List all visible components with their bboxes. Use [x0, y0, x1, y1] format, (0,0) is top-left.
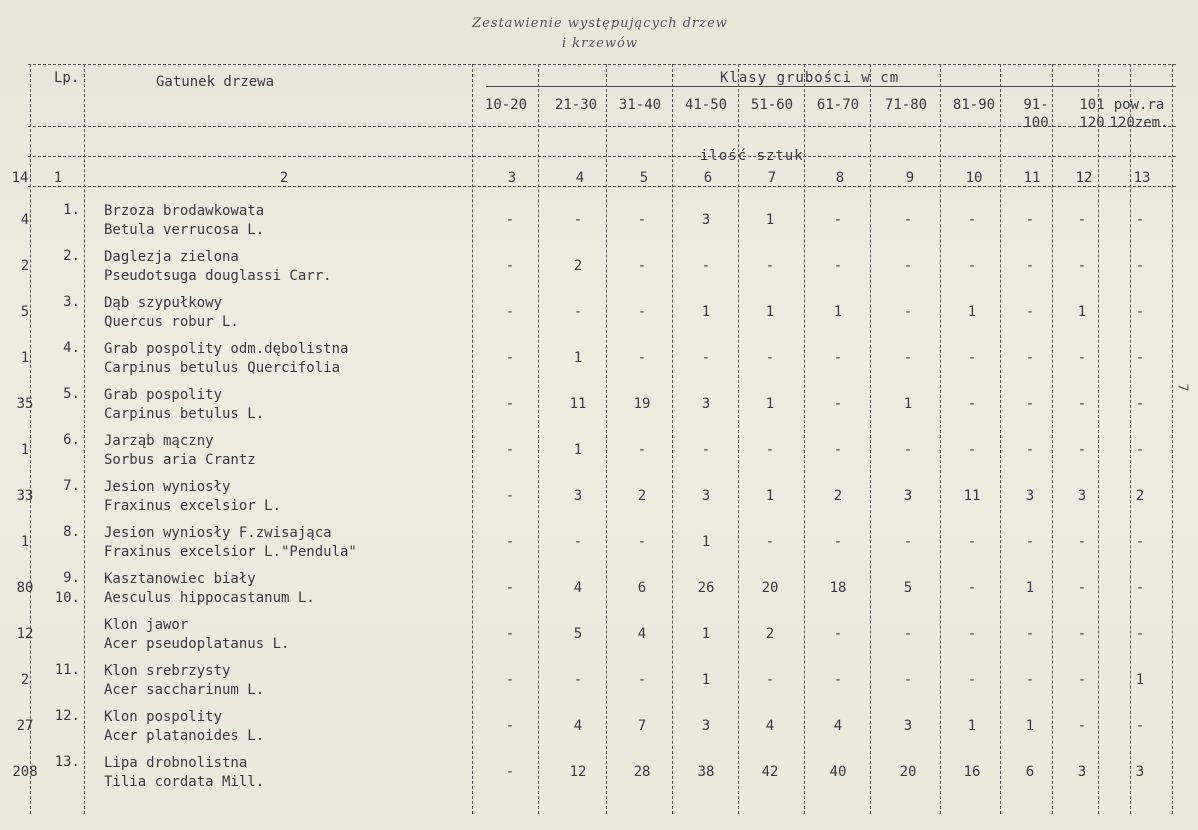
table-row: [0, 432, 1198, 478]
table-cell: -: [1025, 442, 1035, 458]
species-name: [104, 340, 348, 378]
grid-line-colnums: [28, 186, 1176, 187]
class-header-line: 31-40: [618, 97, 662, 113]
table-cell: 1: [967, 304, 977, 320]
table-cell: -: [505, 304, 515, 320]
table-cell: -: [637, 304, 647, 320]
table-cell: -: [505, 534, 515, 550]
species-name: [104, 294, 239, 332]
table-cell: -: [1077, 258, 1087, 274]
row-number-secondary: 10.: [54, 590, 80, 606]
table-cell: -: [505, 442, 515, 458]
class-header: [874, 96, 938, 114]
table-cell: 4: [573, 580, 583, 596]
page-number: 7: [1174, 383, 1190, 392]
document-title-line-2: i krzewów: [561, 36, 638, 51]
table-row: [0, 570, 1198, 616]
table-cell: 3: [1077, 488, 1087, 504]
table-cell: 1: [573, 350, 583, 366]
table-cell: -: [505, 488, 515, 504]
table-cell: -: [505, 350, 515, 366]
column-number: 10: [965, 170, 983, 186]
species-name: [104, 248, 332, 286]
species-latin-name: Carpinus betulus L.: [104, 406, 265, 422]
table-row: [0, 383, 1198, 432]
table-cell: -: [1077, 212, 1087, 228]
table-cell: 1: [20, 534, 30, 550]
row-number: 4.: [63, 340, 80, 356]
species-latin-name: Acer platanoides L.: [104, 728, 265, 744]
row-number: 13.: [54, 754, 80, 770]
table-cell: 27: [16, 718, 34, 734]
table-cell: 2: [20, 258, 30, 274]
row-number: 2.: [63, 248, 80, 264]
species-latin-name: Betula verrucosa L.: [104, 222, 265, 238]
table-cell: 3: [573, 488, 583, 504]
species-polish-name: Grab pospolity: [104, 387, 223, 403]
class-header-line: 91-: [1023, 97, 1049, 113]
species-name: [104, 478, 281, 516]
species-name: [104, 432, 256, 470]
table-cell: -: [1077, 580, 1087, 596]
header-classes-title: Klasy grubości w cm: [720, 70, 900, 86]
row-number: 9.: [63, 570, 80, 586]
class-header-line: 120: [1079, 115, 1105, 131]
species-polish-name: Klon srebrzysty: [104, 663, 231, 679]
table-cell: -: [1025, 396, 1035, 412]
table-cell: -: [833, 672, 843, 688]
table-cell: 5: [903, 580, 913, 596]
header-lp: Lp.: [54, 70, 80, 86]
class-header-line: 120zem.: [1109, 115, 1169, 131]
table-cell: -: [903, 672, 913, 688]
table-cell: 4: [20, 212, 30, 228]
table-cell: -: [1077, 626, 1087, 642]
table-cell: -: [1077, 350, 1087, 366]
table-cell: -: [1025, 212, 1035, 228]
table-cell: 1: [701, 626, 711, 642]
table-cell: 3: [701, 488, 711, 504]
table-cell: -: [1077, 442, 1087, 458]
class-header: [740, 96, 804, 114]
species-latin-name: Sorbus aria Crantz: [104, 452, 256, 468]
table-cell: -: [637, 350, 647, 366]
table-cell: -: [637, 442, 647, 458]
row-number: 8.: [63, 524, 80, 540]
table-cell: -: [1025, 350, 1035, 366]
table-cell: 12: [16, 626, 34, 642]
row-number: 11.: [54, 662, 80, 678]
table-cell: -: [903, 626, 913, 642]
species-latin-name: Acer pseudoplatanus L.: [104, 636, 290, 652]
species-name: [104, 202, 264, 240]
row-number: 7.: [63, 478, 80, 494]
table-cell: 2: [1135, 488, 1145, 504]
table-cell: -: [701, 258, 711, 274]
table-cell: -: [573, 212, 583, 228]
species-latin-name: Carpinus betulus Quercifolia: [104, 360, 341, 376]
table-cell: 80: [16, 580, 34, 596]
table-cell: -: [1077, 718, 1087, 734]
table-cell: -: [833, 396, 843, 412]
table-cell: 20: [899, 764, 917, 780]
table-cell: 4: [833, 718, 843, 734]
column-number: 13: [1133, 170, 1151, 186]
table-cell: -: [765, 442, 775, 458]
table-cell: 33: [16, 488, 34, 504]
table-cell: -: [967, 396, 977, 412]
column-number: 2: [279, 170, 289, 186]
table-cell: -: [1135, 718, 1145, 734]
table-cell: -: [903, 304, 913, 320]
row-number: 12.: [54, 708, 80, 724]
class-header: [1004, 96, 1068, 132]
class-header-line: 51-60: [750, 97, 794, 113]
table-cell: 1: [573, 442, 583, 458]
table-cell: 16: [963, 764, 981, 780]
table-row: [0, 294, 1198, 340]
table-cell: -: [505, 580, 515, 596]
table-cell: 1: [1025, 580, 1035, 596]
table-cell: -: [833, 534, 843, 550]
table-cell: 3: [1077, 764, 1087, 780]
species-latin-name: Fraxinus excelsior L."Pendula": [104, 544, 357, 560]
column-number: 6: [703, 170, 713, 186]
table-cell: 1: [701, 672, 711, 688]
table-row: [0, 524, 1198, 570]
table-cell: 1: [765, 304, 775, 320]
table-cell: -: [903, 258, 913, 274]
table-cell: 5: [20, 304, 30, 320]
table-cell: -: [505, 626, 515, 642]
table-cell: -: [833, 212, 843, 228]
table-cell: -: [903, 442, 913, 458]
table-cell: 4: [637, 626, 647, 642]
table-cell: -: [765, 672, 775, 688]
table-cell: 1: [701, 304, 711, 320]
species-latin-name: Fraxinus excelsior L.: [104, 498, 282, 514]
table-cell: -: [765, 534, 775, 550]
table-row: [0, 248, 1198, 294]
table-cell: -: [1135, 626, 1145, 642]
table-cell: -: [967, 626, 977, 642]
table-cell: -: [1025, 672, 1035, 688]
species-name: [104, 524, 357, 562]
table-cell: 42: [761, 764, 779, 780]
table-cell: 3: [701, 718, 711, 734]
table-cell: -: [967, 258, 977, 274]
class-header-line: 41-50: [684, 97, 728, 113]
table-cell: 4: [573, 718, 583, 734]
table-cell: -: [1025, 304, 1035, 320]
table-cell: 1: [1077, 304, 1087, 320]
class-header-line: 10-20: [484, 97, 528, 113]
table-cell: 3: [701, 396, 711, 412]
table-cell: 19: [633, 396, 651, 412]
class-header: [1104, 96, 1174, 132]
table-cell: -: [637, 672, 647, 688]
table-row: [0, 340, 1198, 386]
table-cell: -: [701, 350, 711, 366]
species-name: [104, 662, 264, 700]
table-cell: -: [967, 580, 977, 596]
species-latin-name: Tilia cordata Mill.: [104, 774, 265, 790]
class-header: [474, 96, 538, 114]
table-cell: -: [505, 212, 515, 228]
table-cell: -: [505, 672, 515, 688]
table-cell: 2: [573, 258, 583, 274]
species-name: [104, 386, 264, 424]
grid-line-top: [28, 64, 1176, 65]
column-number: 5: [639, 170, 649, 186]
table-cell: 7: [637, 718, 647, 734]
species-name: [104, 754, 264, 792]
table-cell: 3: [701, 212, 711, 228]
table-cell: 26: [697, 580, 715, 596]
species-latin-name: Acer saccharinum L.: [104, 682, 265, 698]
species-polish-name: Klon pospolity: [104, 709, 223, 725]
column-number: 9: [905, 170, 915, 186]
table-cell: -: [1077, 534, 1087, 550]
table-cell: 1: [20, 442, 30, 458]
table-cell: -: [637, 534, 647, 550]
table-cell: 2: [637, 488, 647, 504]
table-cell: -: [505, 718, 515, 734]
table-cell: -: [573, 672, 583, 688]
column-number: 1: [53, 170, 63, 186]
table-cell: 1: [765, 488, 775, 504]
document-title-line-1: Zestawienie występujących drzew: [472, 16, 728, 31]
column-number: 14: [11, 170, 29, 186]
class-header-line: 81-90: [952, 97, 996, 113]
table-cell: -: [701, 442, 711, 458]
table-cell: -: [833, 258, 843, 274]
column-number: 7: [767, 170, 777, 186]
table-cell: 1: [765, 212, 775, 228]
table-cell: 1: [1135, 672, 1145, 688]
class-header: [674, 96, 738, 114]
table-cell: 1: [833, 304, 843, 320]
table-cell: -: [637, 258, 647, 274]
table-row: [0, 754, 1198, 800]
species-polish-name: Dąb szypułkowy: [104, 295, 223, 311]
table-cell: 4: [765, 718, 775, 734]
species-latin-name: Pseudotsuga douglassi Carr.: [104, 268, 332, 284]
species-polish-name: Jarząb mączny: [104, 433, 214, 449]
table-cell: 11: [963, 488, 981, 504]
table-cell: 11: [569, 396, 587, 412]
table-cell: -: [833, 626, 843, 642]
table-cell: 20: [761, 580, 779, 596]
table-cell: -: [1135, 580, 1145, 596]
table-cell: 5: [573, 626, 583, 642]
table-cell: -: [967, 442, 977, 458]
species-latin-name: Quercus robur L.: [104, 314, 239, 330]
row-number: 1.: [63, 202, 80, 218]
table-cell: 38: [697, 764, 715, 780]
species-name: [104, 708, 264, 746]
table-row: [0, 202, 1198, 248]
table-cell: 1: [967, 718, 977, 734]
table-row: [0, 478, 1198, 524]
table-cell: -: [1135, 396, 1145, 412]
row-number: 5.: [63, 386, 80, 402]
species-polish-name: Jesion wyniosły F.zwisająca: [104, 525, 332, 541]
column-number: 8: [835, 170, 845, 186]
table-cell: -: [1135, 350, 1145, 366]
table-cell: 12: [569, 764, 587, 780]
class-header-line: 61-70: [816, 97, 860, 113]
row-number: 6.: [63, 432, 80, 448]
table-cell: 6: [637, 580, 647, 596]
table-cell: -: [1135, 304, 1145, 320]
table-cell: 1: [903, 396, 913, 412]
species-name: [104, 570, 315, 608]
table-cell: 208: [12, 764, 38, 780]
table-cell: -: [765, 350, 775, 366]
table-cell: 2: [20, 672, 30, 688]
table-cell: 3: [903, 718, 913, 734]
class-header-line: 21-30: [554, 97, 598, 113]
column-number: 3: [507, 170, 517, 186]
column-number: 11: [1023, 170, 1041, 186]
table-cell: 3: [1025, 488, 1035, 504]
class-header-line: pow.ra: [1113, 97, 1165, 113]
table-cell: -: [1077, 396, 1087, 412]
class-header-line: 101: [1079, 97, 1105, 113]
table-cell: -: [637, 212, 647, 228]
table-row: [0, 616, 1198, 662]
table-cell: 28: [633, 764, 651, 780]
species-polish-name: Grab pospolity odm.dębolistna: [104, 341, 349, 357]
table-cell: -: [903, 350, 913, 366]
table-cell: -: [967, 350, 977, 366]
table-cell: 3: [903, 488, 913, 504]
table-cell: 2: [833, 488, 843, 504]
grid-line-count: [28, 156, 1176, 157]
table-cell: 1: [701, 534, 711, 550]
row-number: 3.: [63, 294, 80, 310]
table-cell: 1: [1025, 718, 1035, 734]
table-cell: 40: [829, 764, 847, 780]
table-cell: 35: [16, 396, 34, 412]
table-cell: -: [1135, 534, 1145, 550]
species-name: [104, 616, 289, 654]
table-cell: -: [505, 258, 515, 274]
class-header-line: 71-80: [884, 97, 928, 113]
table-cell: -: [833, 442, 843, 458]
table-cell: -: [967, 212, 977, 228]
table-cell: -: [573, 304, 583, 320]
class-header: [942, 96, 1006, 114]
table-cell: -: [1135, 212, 1145, 228]
table-cell: -: [833, 350, 843, 366]
class-header-line: 100: [1023, 115, 1049, 131]
table-cell: 18: [829, 580, 847, 596]
header-count-label: ilość sztuk: [700, 148, 804, 164]
table-cell: -: [505, 764, 515, 780]
species-polish-name: Lipa drobnolistna: [104, 755, 248, 771]
table-cell: 6: [1025, 764, 1035, 780]
table-cell: -: [1025, 258, 1035, 274]
table-cell: -: [903, 212, 913, 228]
table-cell: -: [903, 534, 913, 550]
table-cell: -: [1135, 442, 1145, 458]
table-cell: -: [573, 534, 583, 550]
column-number: 4: [575, 170, 585, 186]
species-polish-name: Brzoza brodawkowata: [104, 203, 265, 219]
table-cell: -: [505, 396, 515, 412]
species-polish-name: Jesion wyniosły: [104, 479, 231, 495]
table-cell: -: [1025, 626, 1035, 642]
table-cell: 1: [20, 350, 30, 366]
table-cell: -: [1077, 672, 1087, 688]
table-cell: -: [1135, 258, 1145, 274]
species-latin-name: Aesculus hippocastanum L.: [104, 590, 315, 606]
grid-line-classes: [486, 86, 1176, 87]
table-cell: 2: [765, 626, 775, 642]
table-cell: -: [967, 672, 977, 688]
species-polish-name: Klon jawor: [104, 617, 189, 633]
class-header: [806, 96, 870, 114]
species-polish-name: Kasztanowiec biały: [104, 571, 256, 587]
class-header: [544, 96, 608, 114]
table-row: [0, 662, 1198, 708]
header-species: Gatunek drzewa: [156, 74, 275, 90]
column-number: 12: [1075, 170, 1093, 186]
species-polish-name: Daglezja zielona: [104, 249, 239, 265]
table-cell: -: [765, 258, 775, 274]
table-cell: 3: [1135, 764, 1145, 780]
class-header: [608, 96, 672, 114]
table-row: [0, 708, 1198, 754]
table-cell: -: [967, 534, 977, 550]
table-cell: -: [1025, 534, 1035, 550]
table-cell: 1: [765, 396, 775, 412]
